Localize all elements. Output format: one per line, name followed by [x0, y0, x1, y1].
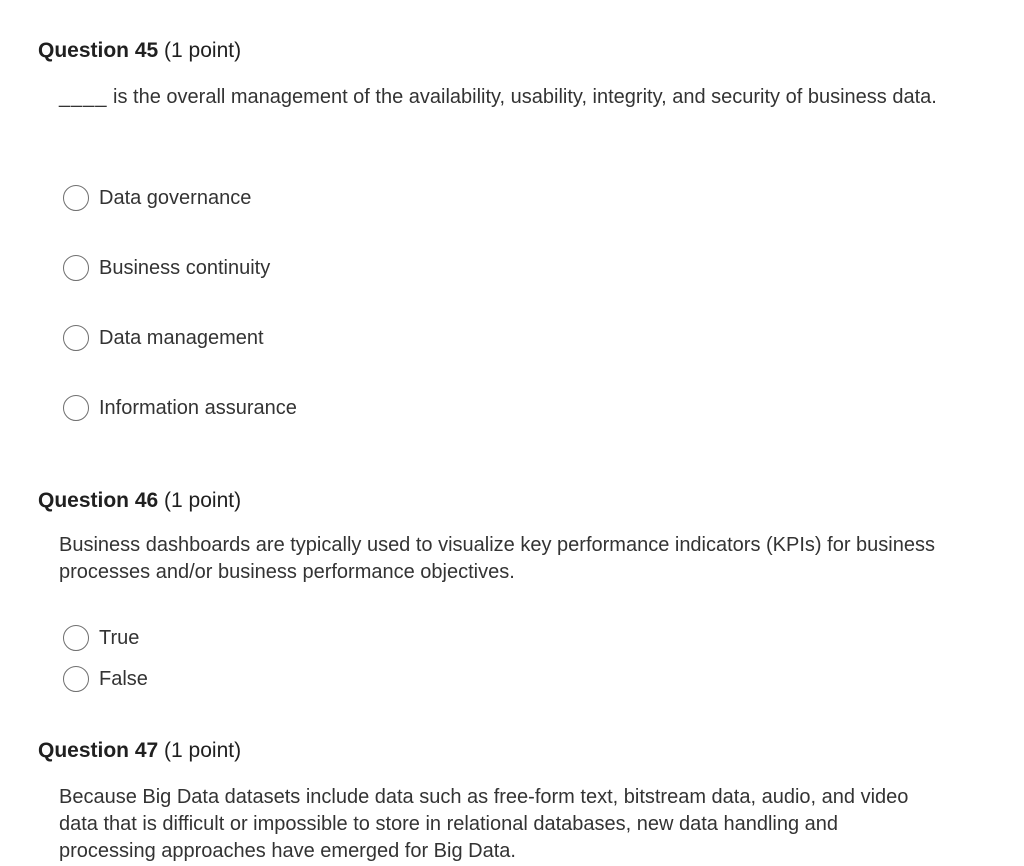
question-46-title — [38, 488, 241, 514]
question-45-title — [38, 38, 241, 64]
option-label: Information assurance — [99, 397, 297, 419]
fill-in-blank: ____ — [59, 86, 108, 108]
option-data-management[interactable] — [63, 324, 264, 352]
question-points: (1 point) — [164, 489, 242, 512]
radio-button[interactable] — [63, 185, 89, 211]
question-number: Question 46 — [38, 489, 159, 512]
option-business-continuity[interactable] — [63, 254, 270, 282]
question-47-title — [38, 738, 241, 764]
question-number: Question 47 — [38, 739, 159, 762]
option-label: True — [99, 627, 140, 649]
radio-button[interactable] — [63, 325, 89, 351]
option-data-governance[interactable] — [63, 184, 251, 212]
question-45-prompt — [59, 84, 959, 111]
radio-button[interactable] — [63, 625, 89, 651]
option-label: False — [99, 668, 148, 690]
radio-button[interactable] — [63, 255, 89, 281]
question-number: Question 45 — [38, 39, 159, 62]
question-points: (1 point) — [164, 39, 242, 62]
option-label: Business continuity — [99, 257, 271, 279]
question-47-prompt: Because Big Data datasets include data such as free-form text, bitstream data, audio, and video data that is difficult or impossible to store in relational databases, new data handling and processing approaches have emerged for Big Data. — [59, 786, 909, 862]
option-label: Data governance — [99, 187, 252, 209]
option-true[interactable] — [63, 624, 139, 652]
option-information-assurance[interactable] — [63, 394, 297, 422]
radio-button[interactable] — [63, 395, 89, 421]
option-false[interactable] — [63, 665, 148, 693]
question-points: (1 point) — [164, 739, 242, 762]
option-label: Data management — [99, 327, 264, 349]
question-45-prompt-text: is the overall management of the availability, usability, integrity, and security of business data. — [107, 86, 937, 108]
radio-button[interactable] — [63, 666, 89, 692]
question-46-prompt: Business dashboards are typically used to visualize key performance indicators (KPIs) for business processes and/or business performance objectives. — [59, 534, 935, 583]
